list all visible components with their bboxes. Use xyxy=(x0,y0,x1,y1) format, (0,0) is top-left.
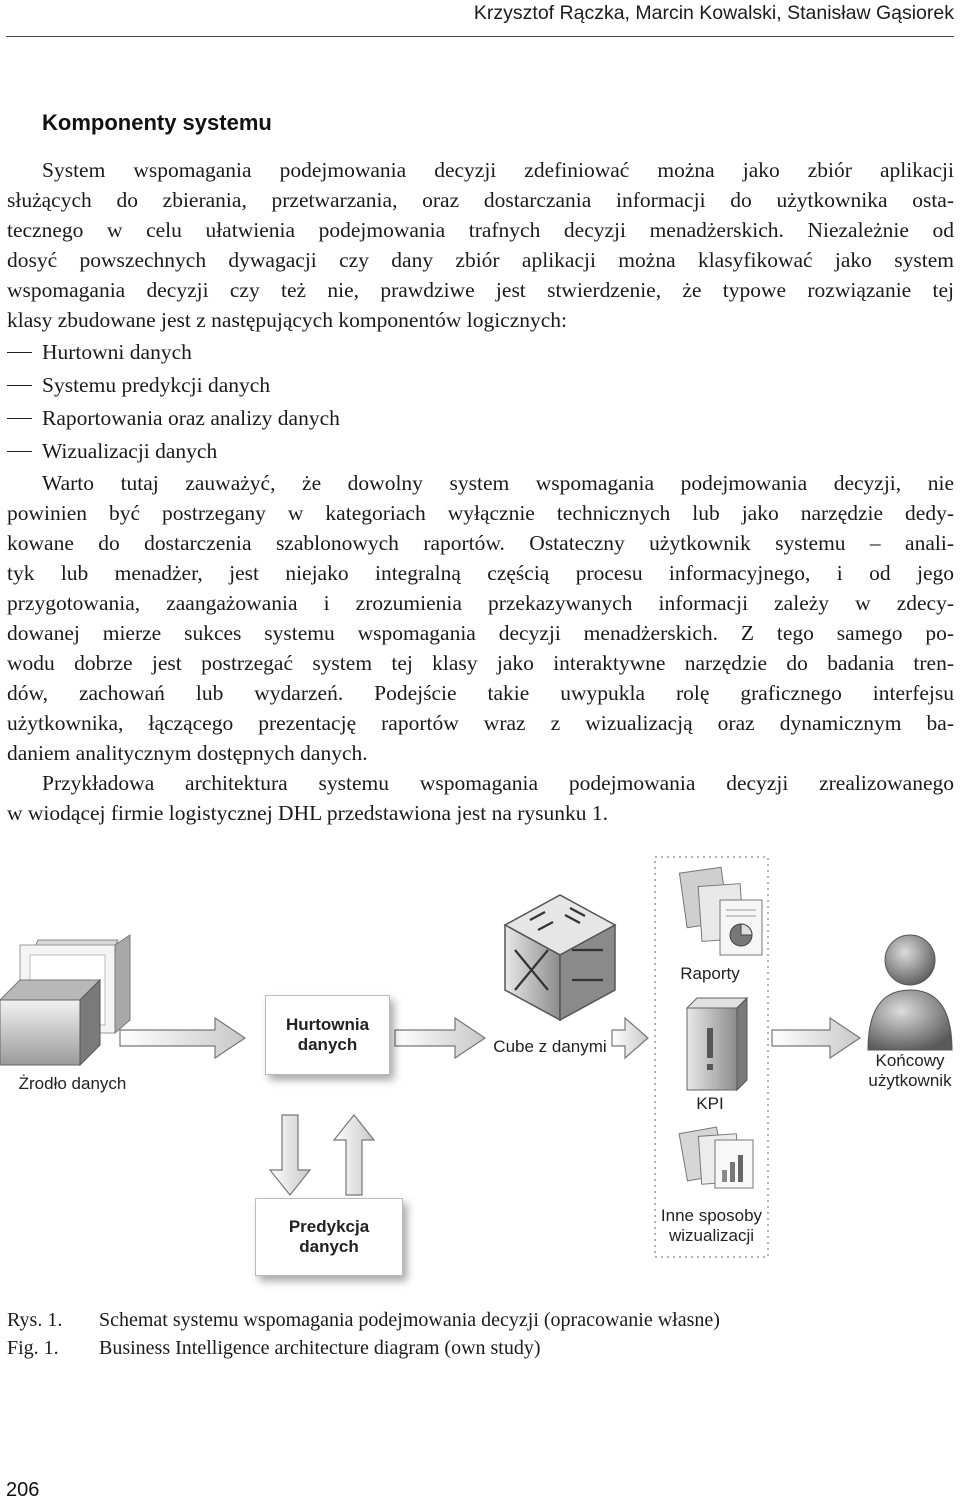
components-list xyxy=(7,336,340,468)
data-prediction-box xyxy=(255,1198,403,1276)
reports-icon xyxy=(679,867,762,955)
prediction-label-line1: Predykcja xyxy=(288,1217,370,1236)
caption-text: Business Intelligence architecture diagram (own study) xyxy=(99,1337,541,1359)
paragraph-line: System wspomagania podejmowania decyzji zdefiniować można jako zbiór aplikacji xyxy=(42,158,954,182)
kpi-icon xyxy=(687,998,747,1090)
data-cube-icon xyxy=(505,895,615,1020)
list-item: Systemu predykcji danych xyxy=(7,369,340,402)
end-user-label-line2: użytkownik xyxy=(868,1071,952,1090)
figure-caption-polish xyxy=(7,1309,720,1332)
paragraph-line: Warto tutaj zauważyć, że dowolny system wspomagania podejmowania decyzji, nie xyxy=(42,471,954,495)
data-source-icon xyxy=(0,935,130,1065)
warehouse-label-line1: Hurtownia xyxy=(285,1015,370,1034)
architecture-diagram xyxy=(0,840,960,1290)
paragraph-line: tecznego w celu ułatwienia podejmowania trafnych decyzji menadżerskich. Niezależnie od xyxy=(7,218,954,242)
running-header: Krzysztof Rączka, Marcin Kowalski, Stanisław Gąsiorek xyxy=(473,2,954,24)
figure-caption-english xyxy=(7,1337,541,1360)
end-user-label-line1: Końcowy xyxy=(875,1051,945,1070)
list-item: Wizualizacji danych xyxy=(7,435,340,468)
list-item: Hurtowni danych xyxy=(7,336,340,369)
data-warehouse-box xyxy=(265,995,390,1075)
data-source-label: Żrodło danych xyxy=(18,1074,127,1093)
paragraph-discussion xyxy=(7,468,954,768)
header-rule xyxy=(6,36,954,37)
diagram-graphics xyxy=(0,840,960,1290)
paragraph-line: wodu dobrze jest postrzegać system tej klasy jako interaktywne narzędzie do badania tren- xyxy=(7,651,954,675)
caption-number: Rys. 1. xyxy=(7,1309,63,1331)
section-heading: Komponenty systemu xyxy=(42,110,272,135)
arrow-warehouse-to-prediction xyxy=(270,1115,310,1195)
paragraph-line: dowanej mierze sukces systemu wspomagania decyzji menadżerskich. Z tego samego po- xyxy=(7,621,954,645)
arrow-source-to-warehouse xyxy=(120,1018,245,1058)
paragraph-line: daniem analitycznym dostępnych danych. xyxy=(7,741,368,765)
paragraph-intro xyxy=(7,155,954,335)
paragraph-line: służących do zbierania, przetwarzania, oraz dostarczania informacji do użytkownika osta- xyxy=(7,188,954,212)
paragraph-line: Przykładowa architektura systemu wspomagania podejmowania decyzji zrealizowanego xyxy=(42,771,954,795)
prediction-label-line2: danych xyxy=(299,1237,359,1256)
paragraph-line: powinien być postrzegany w kategoriach wyłącznie technicznych lub jako narzędzie dedy- xyxy=(7,501,954,525)
arrow-prediction-to-warehouse xyxy=(334,1115,374,1195)
end-user-icon xyxy=(868,935,952,1050)
arrow-warehouse-to-cube xyxy=(395,1018,485,1058)
list-item: Raportowania oraz analizy danych xyxy=(7,402,340,435)
paragraph-line: wspomagania decyzji czy też nie, prawdziwe jest stwierdzenie, że typowe rozwiązanie tej xyxy=(7,278,954,302)
paragraph-line: użytkownika, łączącego prezentację raportów wraz z wizualizacją oraz dynamicznym ba- xyxy=(7,711,954,735)
other-visualization-label-line2: wizualizacji xyxy=(668,1226,755,1245)
other-visualization-icon xyxy=(679,1127,753,1188)
paragraph-line: przygotowania, zaangażowania i zrozumienia przekazywanych informacji zależy w zdecy- xyxy=(7,591,954,615)
cube-label: Cube z danymi xyxy=(493,1037,607,1056)
reports-label: Raporty xyxy=(680,964,740,983)
paragraph-line: w wiodącej firmie logistycznej DHL przedstawiona jest na rysunku 1. xyxy=(7,801,609,825)
paragraph-line: dosyć powszechnych dywagacji czy dany zbiór aplikacji można klasyfikować jako system xyxy=(7,248,954,272)
kpi-label: KPI xyxy=(696,1094,724,1113)
paragraph-line: dów, zachowań lub wydarzeń. Podejście takie uwypukla rolę graficznego interfejsu xyxy=(7,681,954,705)
arrow-outputs-to-user xyxy=(772,1018,860,1058)
paragraph-line: tyk lub menadżer, jest niejako integralną częścią procesu informacyjnego, i od jego xyxy=(7,561,954,585)
caption-text: Schemat systemu wspomagania podejmowania decyzji (opracowanie własne) xyxy=(99,1309,720,1331)
paragraph-line: kowane do dostarczenia szablonowych raportów. Ostateczny użytkownik systemu – anali- xyxy=(7,531,954,555)
other-visualization-label-line1: Inne sposoby xyxy=(660,1206,763,1225)
caption-number: Fig. 1. xyxy=(7,1337,59,1359)
page-number: 206 xyxy=(6,1479,40,1501)
paragraph-figure-reference xyxy=(7,768,954,828)
paragraph-line: klasy zbudowane jest z następujących komponentów logicznych: xyxy=(7,308,568,332)
warehouse-label-line2: danych xyxy=(297,1035,358,1054)
